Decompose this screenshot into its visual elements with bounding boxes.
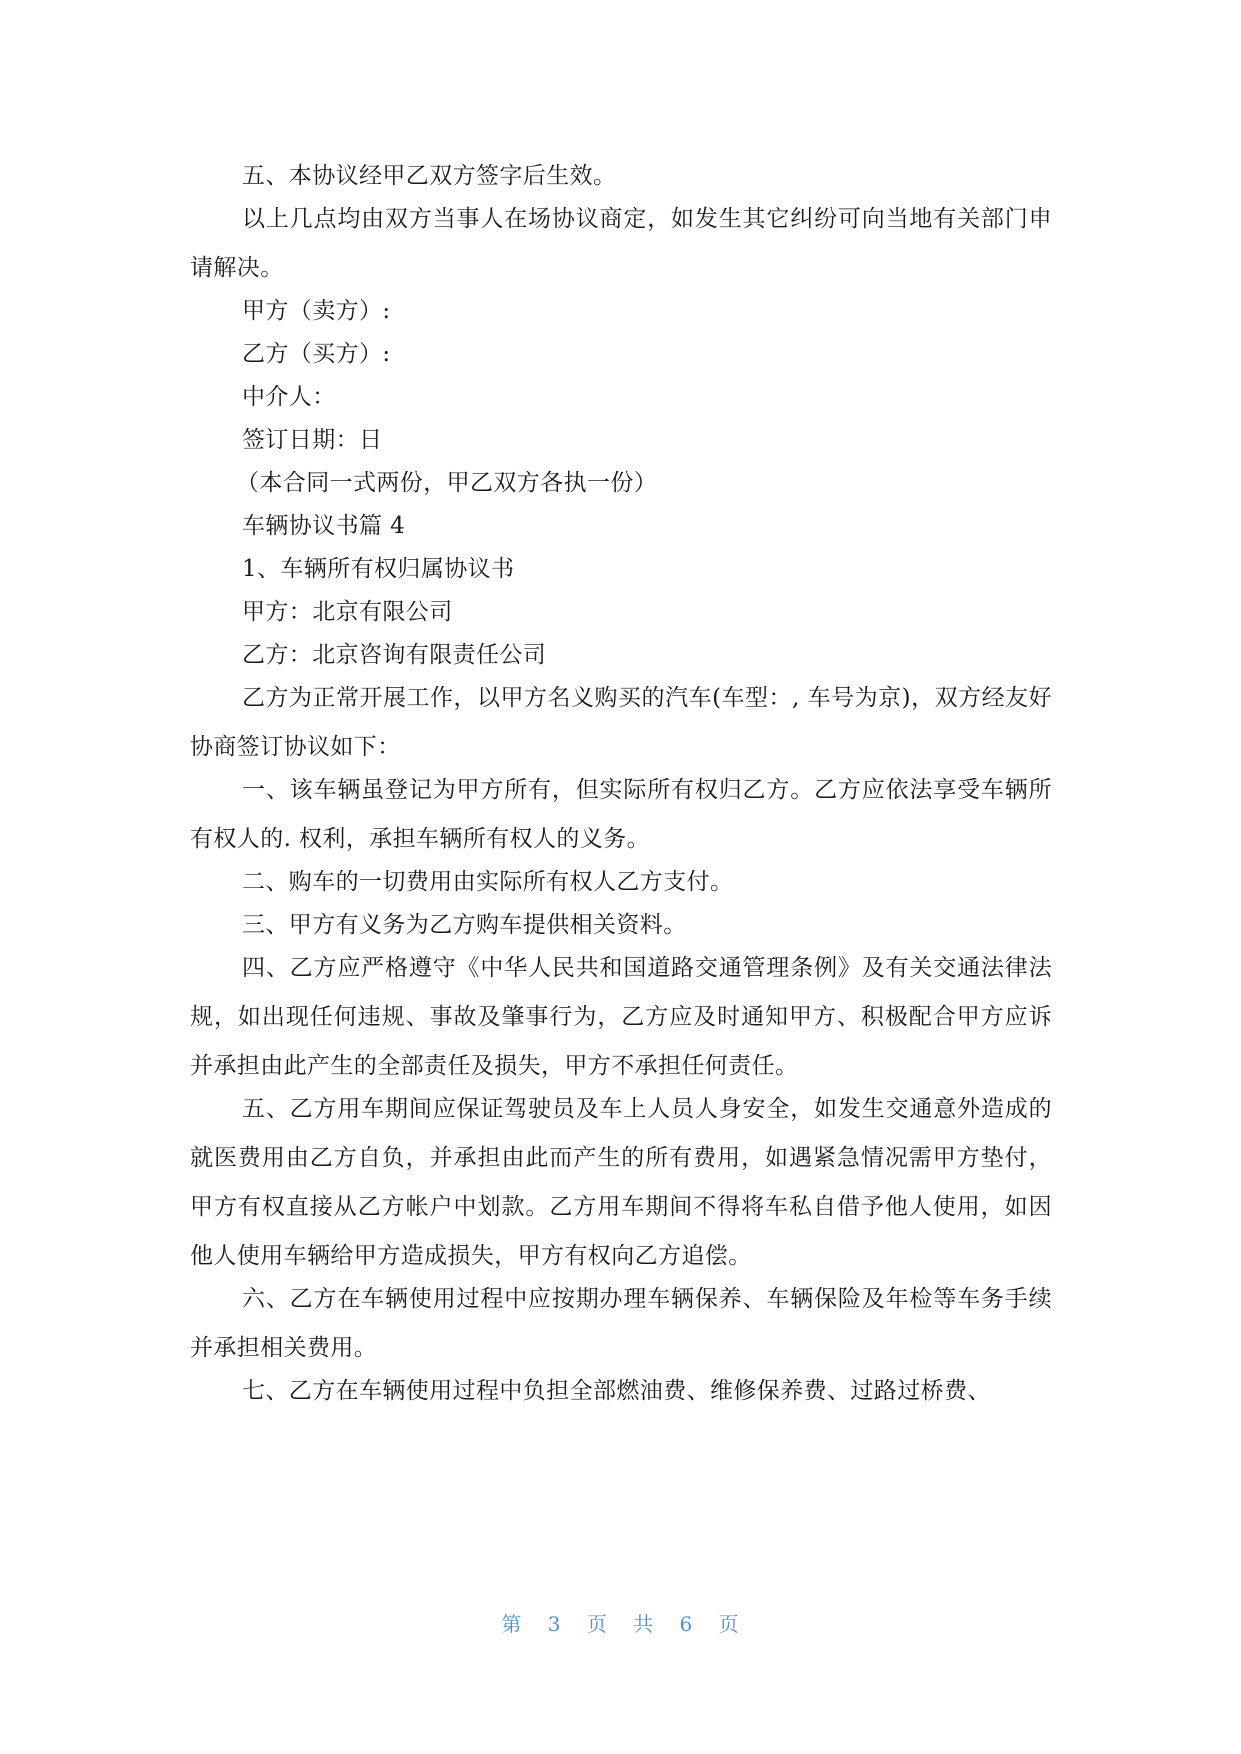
footer-word: 页 [586,1612,608,1636]
paragraph: 乙方（买方）: [242,341,391,367]
total-pages-number: 6 [679,1612,694,1636]
paragraph: 五、乙方用车期间应保证驾驶员及车上人员人身安全，如发生交通意外造成的就医费用由乙方自负，并承担由此而产生的所有费用，如遇紧急情况需甲方垫付，甲方有权直接从乙方帐户中划款。乙方用车期间不得将车私自借予他人使用，如因他人使用车辆给甲方造成损失，甲方有权向乙方追偿。 [190,1096,1052,1269]
paragraph: 1、车辆所有权归属协议书 [242,556,515,582]
paragraph: 中介人： [242,384,336,410]
footer-word: 第 [501,1612,523,1636]
paragraph: 乙方为正常开展工作，以甲方名义购买的汽车(车型：, 车号为京)，双方经友好协商签订协议如下： [190,685,1052,760]
paragraph: 签订日期：日 [242,427,383,453]
document-body [190,152,1052,1416]
paragraph: 一、该车辆虽登记为甲方所有，但实际所有权归乙方。乙方应依法享受车辆所有权人的. 权利，承担车辆所有权人的义务。 [190,777,1052,852]
paragraph: 以上几点均由双方当事人在场协议商定，如发生其它纠纷可向当地有关部门申请解决。 [190,206,1052,281]
paragraph: 七、乙方在车辆使用过程中负担全部燃油费、维修保养费、过路过桥费、 [242,1378,991,1404]
paragraph: （本合同一式两份，甲乙双方各执一份） [236,470,658,496]
paragraph: 五、本协议经甲乙双方签字后生效。 [242,163,617,189]
footer-word: 页 [718,1612,740,1636]
section-heading: 车辆协议书篇 4 [242,513,406,539]
paragraph: 二、购车的一切费用由实际所有权人乙方支付。 [242,869,734,895]
paragraph: 六、乙方在车辆使用过程中应按期办理车辆保养、车辆保险及年检等车务手续并承担相关费用。 [190,1286,1052,1361]
paragraph: 乙方：北京咨询有限责任公司 [242,642,547,668]
paragraph: 四、乙方应严格遵守《中华人民共和国道路交通管理条例》及有关交通法律法规，如出现任何违规、事故及肇事行为，乙方应及时通知甲方、积极配合甲方应诉并承担由此产生的全部责任及损失，甲方不承担任何责任。 [190,955,1052,1079]
paragraph: 甲方（卖方）: [242,298,391,324]
current-page-number: 3 [547,1612,562,1636]
paragraph: 甲方：北京有限公司 [242,599,453,625]
footer-word: 共 [633,1612,655,1636]
paragraph: 三、甲方有义务为乙方购车提供相关资料。 [242,912,687,938]
page-footer [0,1608,1241,1637]
